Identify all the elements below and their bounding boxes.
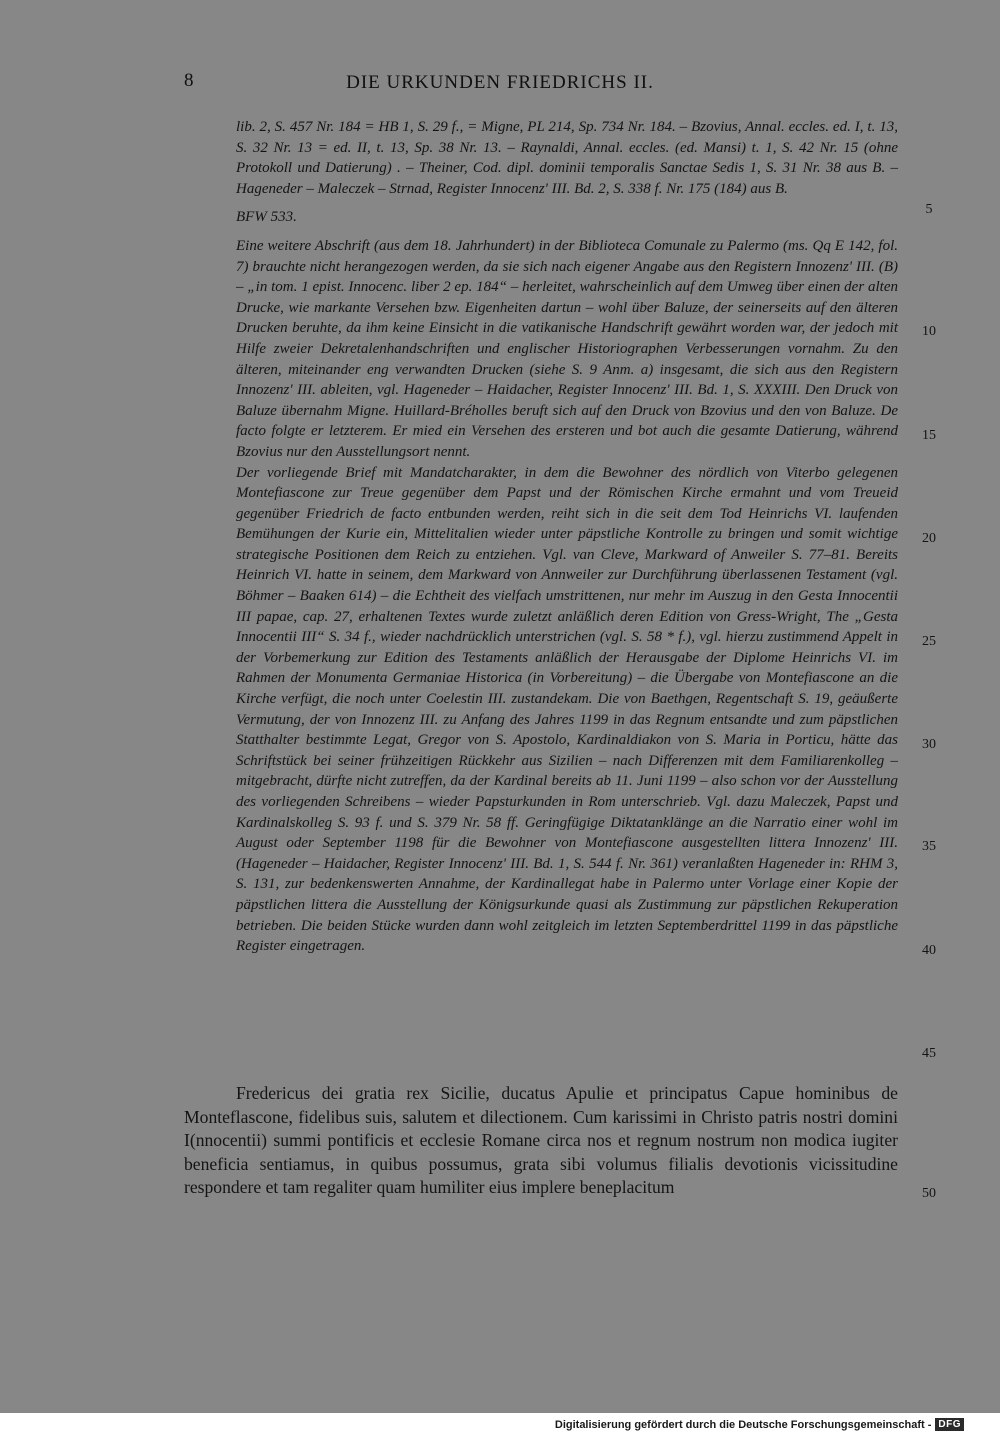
notes-block bbox=[236, 117, 898, 957]
footer-text: Digitalisierung gefördert durch die Deutsche Forschungsgemeinschaft - bbox=[554, 1418, 932, 1431]
footer-credit bbox=[555, 1418, 964, 1431]
line-number: 25 bbox=[922, 634, 936, 649]
line-number: 30 bbox=[922, 737, 936, 752]
line-number: 40 bbox=[922, 943, 936, 958]
line-number: 20 bbox=[922, 531, 936, 546]
line-number: 15 bbox=[922, 428, 936, 443]
line-number: 50 bbox=[922, 1186, 936, 1201]
line-number: 5 bbox=[925, 202, 933, 217]
line-number: 45 bbox=[922, 1046, 936, 1061]
commentary-paragraph: Eine weitere Abschrift (aus dem 18. Jahrhundert) in der Biblioteca Comunale zu Palermo (ms. Qq E 142, fol. 7) brauchte nicht herangezogen werden, da sie sich nach eigener Angabe aus den Registern Innozenz' III. (B) – „in tom. 1 epist. Innocenc. liber 2 ep. 184“ – herleitet, wahrscheinlich auf dem Umweg über einen der alten Drucke, wie markante Versehen bzw. Eigenheiten dartun – wohl über Baluze, der seinerseits auf den älteren Drucken beruhte, da ihm keine Einsicht in die vatikanische Handschrift gewährt worden war, der jedoch mit Hilfe zweier Dekretalenhandschriften und englischer Historiographen Verbesserungen vornahm. Zu den älteren, miteinander eng verwandten Drucken (siehe S. 9 Anm. a) insgesamt, die sich aus den Registern Innozenz' III. ableiten, vgl. Hageneder – Haidacher, Register Innocenz' III. Bd. 1, S. XXXIII. Den Druck von Baluze übernahm Migne. Huillard-Bréholles beruft sich auf den Druck von Bzovius und den von Baluze. De facto folgte er letzterem. Er mied ein Versehen des ersteren und bot auch die gesamte Datierung, während Bzovius nur den Ausstellungsort nennt. bbox=[236, 237, 898, 460]
line-number: 10 bbox=[922, 324, 936, 339]
running-title: DIE URKUNDEN FRIEDRICHS II. bbox=[346, 72, 654, 93]
letter-text: Fredericus dei gratia rex Sicilie, ducatus Apulie et principatus Capue hominibus de Monteflascone, fidelibus suis, salutem et dilectionem. Cum karissimi in Christo patris nostri domini I(nnocentii) summi pontificis et ecclesie Romane circa nos et regnum nostrum non modica iugiter beneficia sentiamus, in quibus possumus, grata sibi volumus filialis devotionis vicissitudine respondere et tam regaliter quam humiliter eius implere beneplacitum bbox=[184, 1083, 898, 1198]
commentary-paragraph: Der vorliegende Brief mit Mandatcharakter, in dem die Bewohner des nördlich von Viterbo gelegenen Montefiascone zur Treue gegenüber dem Papst und der Römischen Kirche ermahnt und vom Treueid gegenüber Friedrich de facto entbunden werden, reiht sich in die seit dem Tod Heinrichs VI. laufenden Bemühungen der Kurie ein, Mittelitalien wieder unter päpstliche Kontrolle zu bringen und somit wichtige strategische Positionen dem Reich zu entziehen. Vgl. van Cleve, Markward of Anweiler S. 77–81. Bereits Heinrich VI. hatte in seinem, dem Markward von Annweiler zur Durchführung überlassenen Testament (vgl. Böhmer – Baaken 614) – die Echtheit des vielfach umstrittenen, nur mehr im Auszug in den Gesta Innocentii III papae, cap. 27, erhaltenen Textes wurde zuletzt anläßlich deren Edition von Gress-Wright, The „Gesta Innocentii III“ S. 34 f., wieder nachdrücklich unterstrichen (vgl. S. 58 * f.), vgl. hierzu zustimmend Appelt in der Vorbemerkung zur Edition des Testaments anläßlich der Herausgabe der Diplome Heinrichs VI. im Rahmen der Monumenta Germaniae Historica (in Vorbereitung) – die Übergabe von Montefiascone an die Kirche verfügt, die noch unter Coelestin III. zustandekam. Die von Baethgen, Regentschaft S. 19, geäußerte Vermutung, der von Innozenz III. zu Anfang des Jahres 1199 in das Regnum entsandte und zum päpstlichen Statthalter bestimmte Legat, Gregor von S. Apostolo, Kardinaldiakon von S. Maria in Porticu, hätte das Schriftstück bei seiner frühzeitigen Rückkehr aus Sizilien – nach Differenzen mit dem Familiarenkolleg – mitgebracht, dürfte nicht zutreffen, da der Kardinal bereits ab 11. Juni 1199 – also schon vor der Ausstellung des vorliegenden Schreibens – wieder Papsturkunden in Rom unterschrieb. Vgl. dazu Maleczek, Papst und Kardinalskolleg S. 93 f. und S. 379 Nr. 58 ff. Geringfügige Diktatanklänge an die Narratio einer wohl im August oder September 1198 für die Bewohner von Montefiascone ausgestellten littera Innozenz' III. (Hageneder – Haidacher, Register Innocenz' III. Bd. 1, S. 544 f. Nr. 361) veranlaßten Hageneder in: RHM 3, S. 131, zur bedenkenswerten Annahme, der Kardinallegat habe in Palermo unter Vorlage einer Kopie der päpstlichen littera die Ausstellung der Königsurkunde quasi als Zustimmung zur päpstlichen Rekuperation betrieben. Die beiden Stücke wurden dann wohl zeitgleich im letzten Septemberdrittel 1199 in das päpstliche Register eingetragen. bbox=[236, 464, 898, 955]
bfw-reference: BFW 533. bbox=[236, 209, 297, 226]
page-number: 8 bbox=[184, 70, 194, 91]
dfg-logo-icon: DFG bbox=[935, 1418, 964, 1431]
source-paragraph: lib. 2, S. 457 Nr. 184 = HB 1, S. 29 f., = Migne, PL 214, Sp. 734 Nr. 184. – Bzovius, Annal. eccles. ed. I, t. 13, S. 32 Nr. 13 = ed. II, t. 13, Sp. 38 Nr. 13. – Raynaldi, Annal. eccles. (ed. Mansi) t. 1, S. 42 Nr. 15 (ohne Protokoll und Datierung) . – Theiner, Cod. dipl. dominii temporalis Sanctae Sedis 1, S. 31 Nr. 38 aus B. – Hageneder – Maleczek – Strnad, Register Innocenz' III. Bd. 2, S. 338 f. Nr. 175 (184) aus B. bbox=[236, 119, 898, 197]
line-number: 35 bbox=[922, 839, 936, 854]
letter-text-block bbox=[184, 1082, 898, 1200]
